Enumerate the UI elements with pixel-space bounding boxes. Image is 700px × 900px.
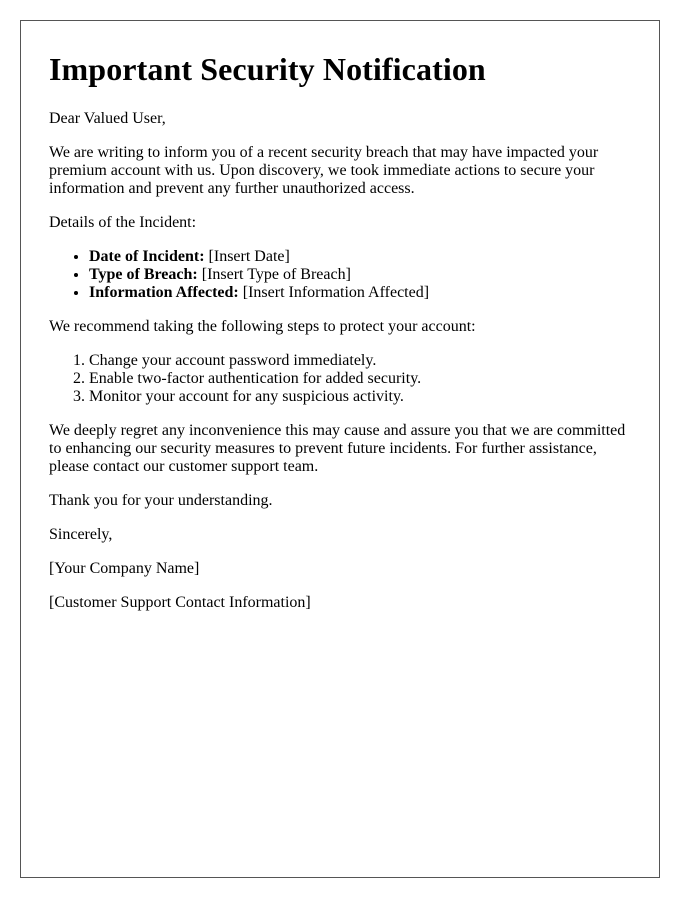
incident-details-list	[49, 248, 631, 302]
letter-page	[20, 20, 660, 878]
list-item-breach-type	[89, 266, 631, 284]
detail-value: [Insert Type of Breach]	[197, 266, 351, 283]
regret-paragraph: We deeply regret any inconvenience this may cause and assure you that we are committed to enhancing our security measures to prevent future incidents. For further assistance, please contact our customer support team.	[49, 422, 626, 475]
list-item-step: 3. Monitor your account for any suspicious activity.	[89, 388, 631, 406]
detail-label: Type of Breach:	[89, 266, 198, 283]
list-item-step: 1. Change your account password immediately.	[89, 352, 631, 370]
detail-value: [Insert Information Affected]	[238, 284, 430, 301]
company-name: [Your Company Name]	[49, 560, 200, 577]
intro-paragraph: We are writing to inform you of a recent security breach that may have impacted your premium account with us. Upon discovery, we took immediate actions to secure your information and prevent any further unauthorized access.	[49, 144, 599, 197]
list-item-date	[89, 248, 631, 266]
list-item-step: 2. Enable two-factor authentication for added security.	[89, 370, 631, 388]
contact-info: [Customer Support Contact Information]	[49, 594, 311, 611]
detail-label: Date of Incident:	[89, 248, 205, 265]
details-heading: Details of the Incident:	[49, 214, 197, 231]
page-title: Important Security Notification	[49, 51, 486, 87]
protection-steps-list	[49, 352, 631, 406]
detail-value: [Insert Date]	[204, 248, 290, 265]
greeting: Dear Valued User,	[49, 110, 166, 127]
closing-line: Sincerely,	[49, 526, 113, 543]
thanks-line: Thank you for your understanding.	[49, 492, 273, 509]
list-item-info-affected	[89, 284, 631, 302]
recommend-heading: We recommend taking the following steps to protect your account:	[49, 318, 476, 335]
detail-label: Information Affected:	[89, 284, 239, 301]
